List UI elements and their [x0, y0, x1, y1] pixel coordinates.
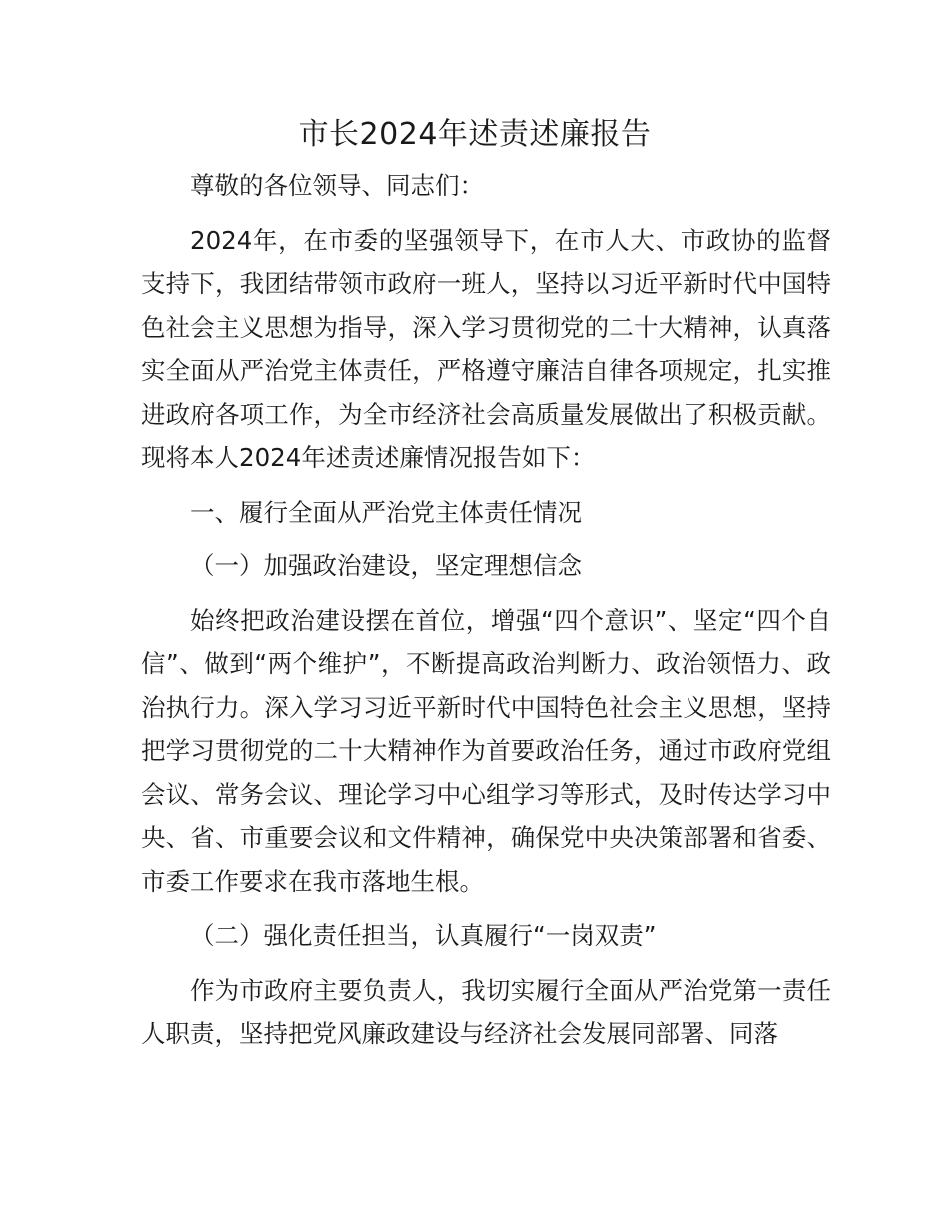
subsection-1-heading: （一）加强政治建设，坚定理想信念: [190, 551, 582, 580]
intro-paragraph: 2024年，在市委的坚强领导下，在市人大、市政协的监督支持下，我团结带领市政府一班人，坚持以习近平新时代中国特色社会主义思想为指导，深入学习贯彻党的二十大精神，认真落实全面从严治党主体责任，严格遵守廉洁自律各项规定，扎实推进政府各项工作，为全市经济社会高质量发展做出了积极贡献。现将本人2024年述责述廉情况报告如下：: [141, 225, 831, 472]
subsection-2-heading: （二）强化责任担当，认真履行“一岗双责”: [190, 921, 657, 950]
document-body: [141, 164, 831, 1056]
subsection-2-body: 作为市政府主要负责人，我切实履行全面从严治党第一责任人职责，坚持把党风廉政建设与经济社会发展同部署、同落: [141, 975, 831, 1048]
section-1-heading: 一、履行全面从严治党主体责任情况: [190, 497, 582, 527]
subsection-1-body: 始终把政治建设摆在首位，增强“四个意识”、坚定“四个自信”、做到“两个维护”，不断提高政治判断力、政治领悟力、政治执行力。深入学习习近平新时代中国特色社会主义思想，坚持把学习贯彻党的二十大精神作为首要政治任务，通过市政府党组会议、常务会议、理论学习中心组学习等形式，及时传达学习中央、省、市重要会议和文件精神，确保党中央决策部署和省委、市委工作要求在我市落地生根。: [141, 605, 831, 896]
document-title: 市长2024年述责述廉报告: [298, 117, 652, 152]
salutation: 尊敬的各位领导、同志们：: [190, 171, 484, 200]
